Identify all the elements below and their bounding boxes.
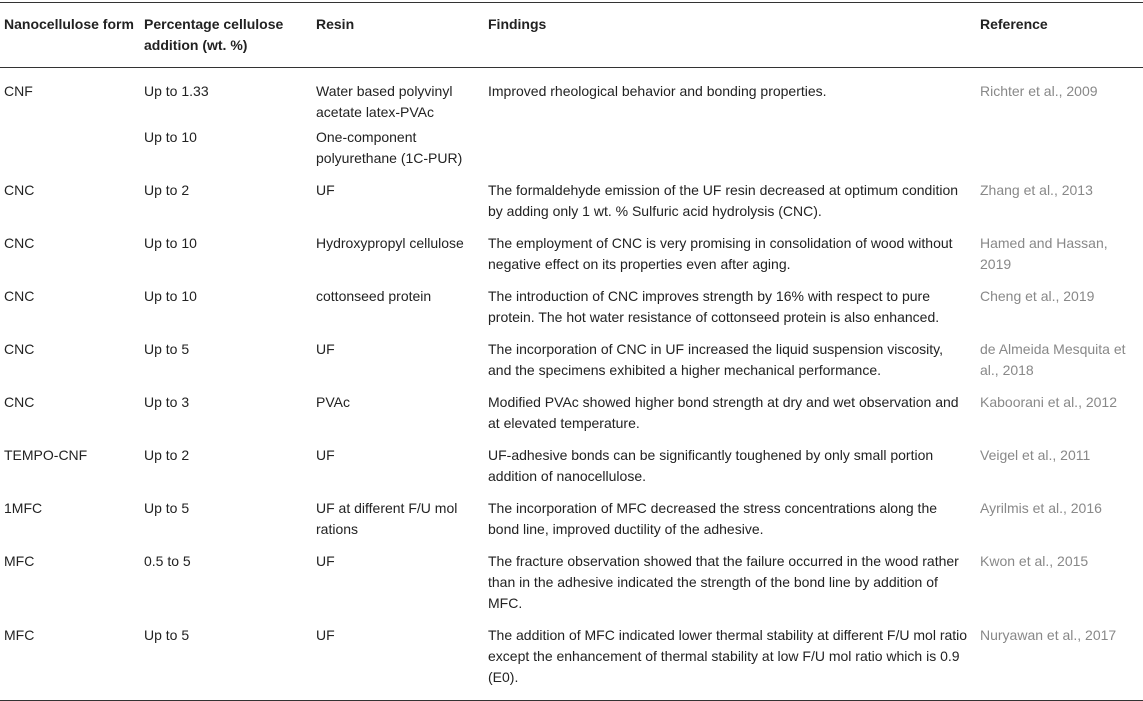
cell-reference: Hamed and Hassan, 2019: [980, 235, 1108, 272]
cell-percentage-addition: Up to 5: [144, 500, 190, 516]
table-row: [0, 222, 1143, 275]
cell-findings: The formaldehyde emission of the UF resin decreased at optimum condition by adding only 1 wt. % Sulfuric acid hydrolysis (CNC).: [488, 182, 959, 219]
header-reference: Reference: [980, 16, 1048, 32]
cell-reference: Richter et al., 2009: [980, 83, 1098, 99]
cell-reference: [976, 123, 1143, 169]
cell-reference: Nuryawan et al., 2017: [976, 614, 1143, 701]
cell-percentage-addition: Up to 5: [144, 341, 190, 357]
cell-percentage-addition: Up to 10: [144, 235, 197, 251]
cell-percentage-addition: Up to 3: [144, 394, 190, 410]
cell-percentage-addition: Up to 1.33: [144, 83, 209, 99]
cell-resin: PVAc: [316, 394, 350, 410]
cell-nanocellulose-form: [0, 123, 140, 169]
cell-nanocellulose-form: TEMPO-CNF: [4, 447, 88, 463]
cell-resin: UF: [316, 341, 335, 357]
cell-resin: One-component polyurethane (1C-PUR): [316, 129, 463, 166]
cell-findings: The employment of CNC is very promising in consolidation of wood without negative effect on its properties even after aging.: [488, 235, 953, 272]
table-row: [0, 381, 1143, 434]
table-row: [0, 275, 1143, 328]
cell-nanocellulose-form: CNC: [4, 182, 35, 198]
cell-reference: Kaboorani et al., 2012: [980, 394, 1117, 410]
cell-percentage-addition: Up to 5: [140, 614, 312, 701]
header-percentage-addition: Percentage cellulose addition (wt. %): [144, 16, 284, 53]
cell-findings: Improved rheological behavior and bonding properties.: [488, 83, 827, 99]
cell-percentage-addition: Up to 10: [144, 288, 197, 304]
cell-resin: Hydroxypropyl cellulose: [316, 235, 464, 251]
table-row: [0, 434, 1143, 487]
cell-nanocellulose-form: MFC: [4, 553, 35, 569]
cell-reference: de Almeida Mesquita et al., 2018: [980, 341, 1126, 378]
header-nanocellulose-form: Nanocellulose form: [4, 16, 134, 32]
cell-nanocellulose-form: CNC: [4, 288, 35, 304]
nanocellulose-adhesive-table: [0, 2, 1143, 701]
cell-reference: Kwon et al., 2015: [980, 553, 1089, 569]
cell-resin: UF: [316, 182, 335, 198]
cell-resin: Water based polyvinyl acetate latex-PVAc: [316, 83, 453, 120]
cell-findings: The introduction of CNC improves strength by 16% with respect to pure protein. The hot water resistance of cottonseed protein is also enhanced.: [488, 288, 940, 325]
cell-percentage-addition: Up to 2: [144, 182, 190, 198]
table-header-row: [0, 3, 1143, 68]
cell-findings: The incorporation of CNC in UF increased the liquid suspension viscosity, and the specimens exhibited a higher mechanical performance.: [488, 341, 943, 378]
cell-nanocellulose-form: CNC: [4, 394, 35, 410]
table-row: [0, 123, 1143, 169]
cell-percentage-addition: Up to 10: [144, 129, 197, 145]
cell-reference: Ayrilmis et al., 2016: [980, 500, 1102, 516]
header-resin: Resin: [316, 16, 355, 32]
cell-nanocellulose-form: CNC: [4, 341, 35, 357]
cell-nanocellulose-form: 1MFC: [4, 500, 43, 516]
cell-resin: UF: [316, 447, 335, 463]
table-row: [0, 540, 1143, 614]
cell-resin: cottonseed protein: [316, 288, 432, 304]
table-row: [0, 614, 1143, 701]
cell-reference: Zhang et al., 2013: [980, 182, 1093, 198]
cell-findings: [484, 123, 976, 169]
cell-resin: UF: [312, 614, 484, 701]
cell-reference: Veigel et al., 2011: [980, 447, 1091, 463]
cell-nanocellulose-form: MFC: [0, 614, 140, 701]
cell-percentage-addition: Up to 2: [144, 447, 190, 463]
cell-findings: The addition of MFC indicated lower thermal stability at different F/U mol ratio except the enhancement of thermal stability at low F/U mol ratio which is 0.9 (E0).: [484, 614, 976, 701]
cell-resin: UF at different F/U mol rations: [316, 500, 458, 537]
header-findings: Findings: [488, 16, 547, 32]
cell-findings: The incorporation of MFC decreased the stress concentrations along the bond line, improved ductility of the adhesive.: [488, 500, 938, 537]
cell-findings: Modified PVAc showed higher bond strength at dry and wet observation and at elevated temperature.: [488, 394, 959, 431]
cell-reference: Cheng et al., 2019: [980, 288, 1095, 304]
table-row: [0, 169, 1143, 222]
cell-findings: UF-adhesive bonds can be significantly toughened by only small portion addition of nanocellulose.: [488, 447, 934, 484]
table-row: [0, 487, 1143, 540]
cell-percentage-addition: 0.5 to 5: [144, 553, 191, 569]
table-row: [0, 328, 1143, 381]
table-header: [0, 3, 1143, 68]
cell-nanocellulose-form: CNC: [4, 235, 35, 251]
table-body: [0, 68, 1143, 701]
cell-resin: UF: [316, 553, 335, 569]
table-row: [0, 68, 1143, 124]
cell-findings: The fracture observation showed that the failure occurred in the wood rather than in the adhesive indicated the strength of the bond line by addition of MFC.: [488, 553, 959, 611]
cell-nanocellulose-form: CNF: [4, 83, 33, 99]
